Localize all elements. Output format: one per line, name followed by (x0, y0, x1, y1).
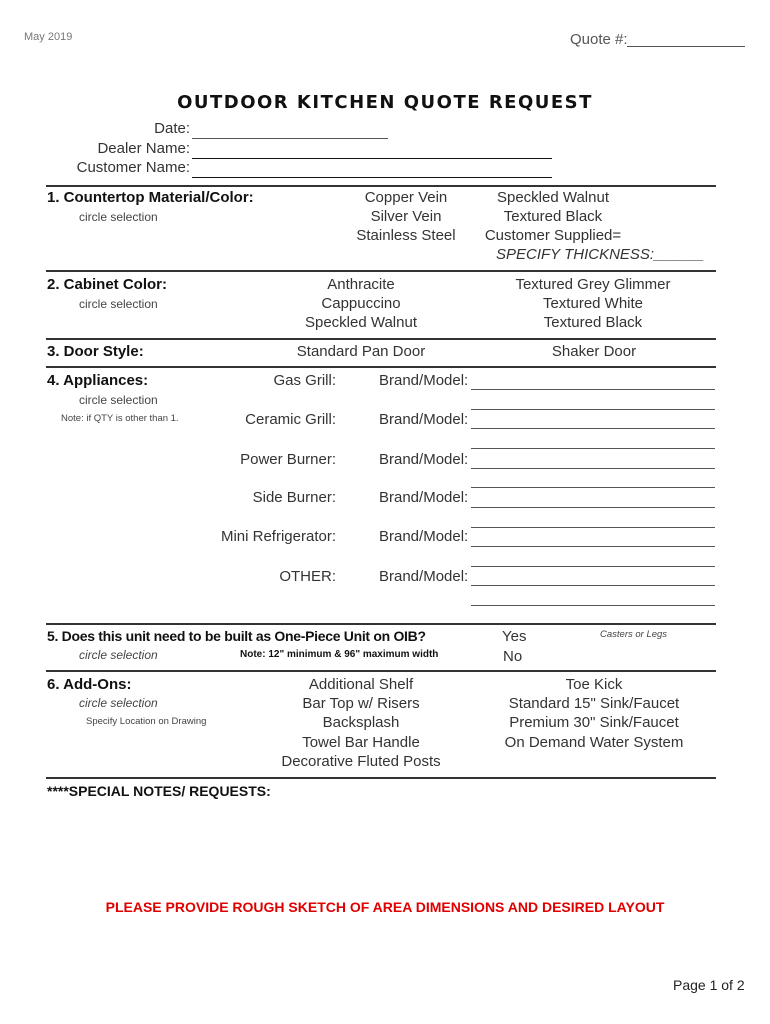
special-notes-area[interactable] (47, 805, 717, 890)
add-ons-heading: 6. Add-Ons: (47, 676, 132, 693)
yes-option[interactable]: Yes (502, 628, 527, 645)
divider (46, 623, 716, 625)
customer-name-field[interactable] (192, 177, 552, 178)
brand-model-label: Brand/Model: (379, 489, 469, 506)
add-on-option[interactable]: Bar Top w/ Risers (302, 695, 420, 712)
add-on-option[interactable]: Toe Kick (565, 676, 623, 693)
special-notes-heading: ****SPECIAL NOTES/ REQUESTS: (47, 783, 271, 799)
cabinet-note: circle selection (79, 297, 158, 311)
brand-model-label: Brand/Model: (379, 568, 469, 585)
add-on-option[interactable]: Additional Shelf (308, 676, 414, 693)
appliance-gas-grill[interactable]: Gas Grill: (273, 372, 336, 389)
countertop-option[interactable]: Copper Vein (364, 189, 448, 206)
brand-model-label: Brand/Model: (379, 451, 469, 468)
brand-model-field[interactable] (471, 428, 715, 429)
appliances-heading: 4. Appliances: (47, 372, 149, 389)
quote-number-label: Quote #: (570, 31, 628, 48)
casters-or-legs-option[interactable]: Casters or Legs (600, 629, 668, 640)
width-note: Note: 12" minimum & 96" maximum width (240, 649, 439, 660)
cabinet-option[interactable]: Textured White (542, 295, 644, 312)
brand-model-label: Brand/Model: (379, 528, 469, 545)
divider (46, 670, 716, 672)
countertop-option[interactable]: Customer Supplied= (484, 227, 622, 244)
sketch-request: PLEASE PROVIDE ROUGH SKETCH OF AREA DIMENSIONS AND DESIRED LAYOUT (105, 899, 665, 915)
brand-model-field[interactable] (471, 487, 715, 488)
countertop-heading: 1. Countertop Material/Color: (47, 189, 254, 206)
divider (46, 270, 716, 272)
one-piece-heading: 5. Does this unit need to be built as One-Piece Unit on OIB? (47, 628, 426, 644)
no-option[interactable]: No (503, 648, 523, 665)
countertop-option[interactable]: Silver Vein (370, 208, 442, 225)
appliance-side-burner[interactable]: Side Burner: (252, 489, 336, 506)
dealer-name-label: Dealer Name: (97, 140, 190, 157)
add-on-option[interactable]: Standard 15" Sink/Faucet (508, 695, 680, 712)
cabinet-heading: 2. Cabinet Color: (47, 276, 168, 293)
countertop-option[interactable]: Textured Black (503, 208, 603, 225)
appliance-other[interactable]: OTHER: (279, 568, 336, 585)
cabinet-option[interactable]: Anthracite (327, 276, 395, 293)
date-label: Date: (154, 120, 190, 137)
divider (46, 185, 716, 187)
date-stamp: May 2019 (24, 31, 73, 43)
date-field[interactable] (192, 138, 388, 139)
door-style-heading: 3. Door Style: (47, 343, 144, 360)
customer-name-label: Customer Name: (76, 159, 190, 176)
dealer-name-field[interactable] (192, 158, 552, 159)
door-option[interactable]: Standard Pan Door (296, 343, 426, 360)
add-on-option[interactable]: Decorative Fluted Posts (281, 753, 441, 770)
quote-number-field[interactable] (627, 46, 745, 47)
page-number: Page 1 of 2 (673, 977, 745, 993)
door-option[interactable]: Shaker Door (551, 343, 637, 360)
brand-model-label: Brand/Model: (379, 372, 469, 389)
appliances-note: circle selection (79, 393, 158, 407)
brand-model-field[interactable] (471, 468, 715, 469)
brand-model-field[interactable] (471, 527, 715, 528)
thickness-field[interactable]: SPECIFY THICKNESS:______ (496, 246, 705, 263)
appliance-mini-refrigerator[interactable]: Mini Refrigerator: (220, 528, 336, 545)
one-piece-note: circle selection (79, 648, 158, 662)
add-on-option[interactable]: Backsplash (322, 714, 400, 731)
location-note: Specify Location on Drawing (86, 716, 207, 727)
appliance-power-burner[interactable]: Power Burner: (240, 451, 336, 468)
brand-model-field[interactable] (471, 448, 715, 449)
brand-model-field[interactable] (471, 585, 715, 586)
brand-model-field[interactable] (471, 507, 715, 508)
appliance-ceramic-grill[interactable]: Ceramic Grill: (245, 411, 336, 428)
page-title: OUTDOOR KITCHEN QUOTE REQUEST (177, 92, 593, 113)
add-on-option[interactable]: Towel Bar Handle (302, 734, 420, 751)
add-on-option[interactable]: On Demand Water System (504, 734, 684, 751)
cabinet-option[interactable]: Textured Black (543, 314, 643, 331)
qty-note: Note: if QTY is other than 1. (61, 413, 179, 424)
divider (46, 366, 716, 368)
add-on-option[interactable]: Premium 30" Sink/Faucet (509, 714, 679, 731)
divider (46, 338, 716, 340)
add-ons-note: circle selection (79, 696, 158, 710)
brand-model-field[interactable] (471, 389, 715, 390)
cabinet-option[interactable]: Speckled Walnut (304, 314, 417, 331)
divider (46, 777, 716, 779)
brand-model-field[interactable] (471, 409, 715, 410)
countertop-note: circle selection (79, 210, 158, 224)
brand-model-field[interactable] (471, 566, 715, 567)
cabinet-option[interactable]: Cappuccino (321, 295, 401, 312)
countertop-option[interactable]: Speckled Walnut (496, 189, 609, 206)
countertop-option[interactable]: Stainless Steel (356, 227, 456, 244)
brand-model-label: Brand/Model: (379, 411, 469, 428)
cabinet-option[interactable]: Textured Grey Glimmer (515, 276, 671, 293)
brand-model-field[interactable] (471, 546, 715, 547)
brand-model-field[interactable] (471, 605, 715, 606)
